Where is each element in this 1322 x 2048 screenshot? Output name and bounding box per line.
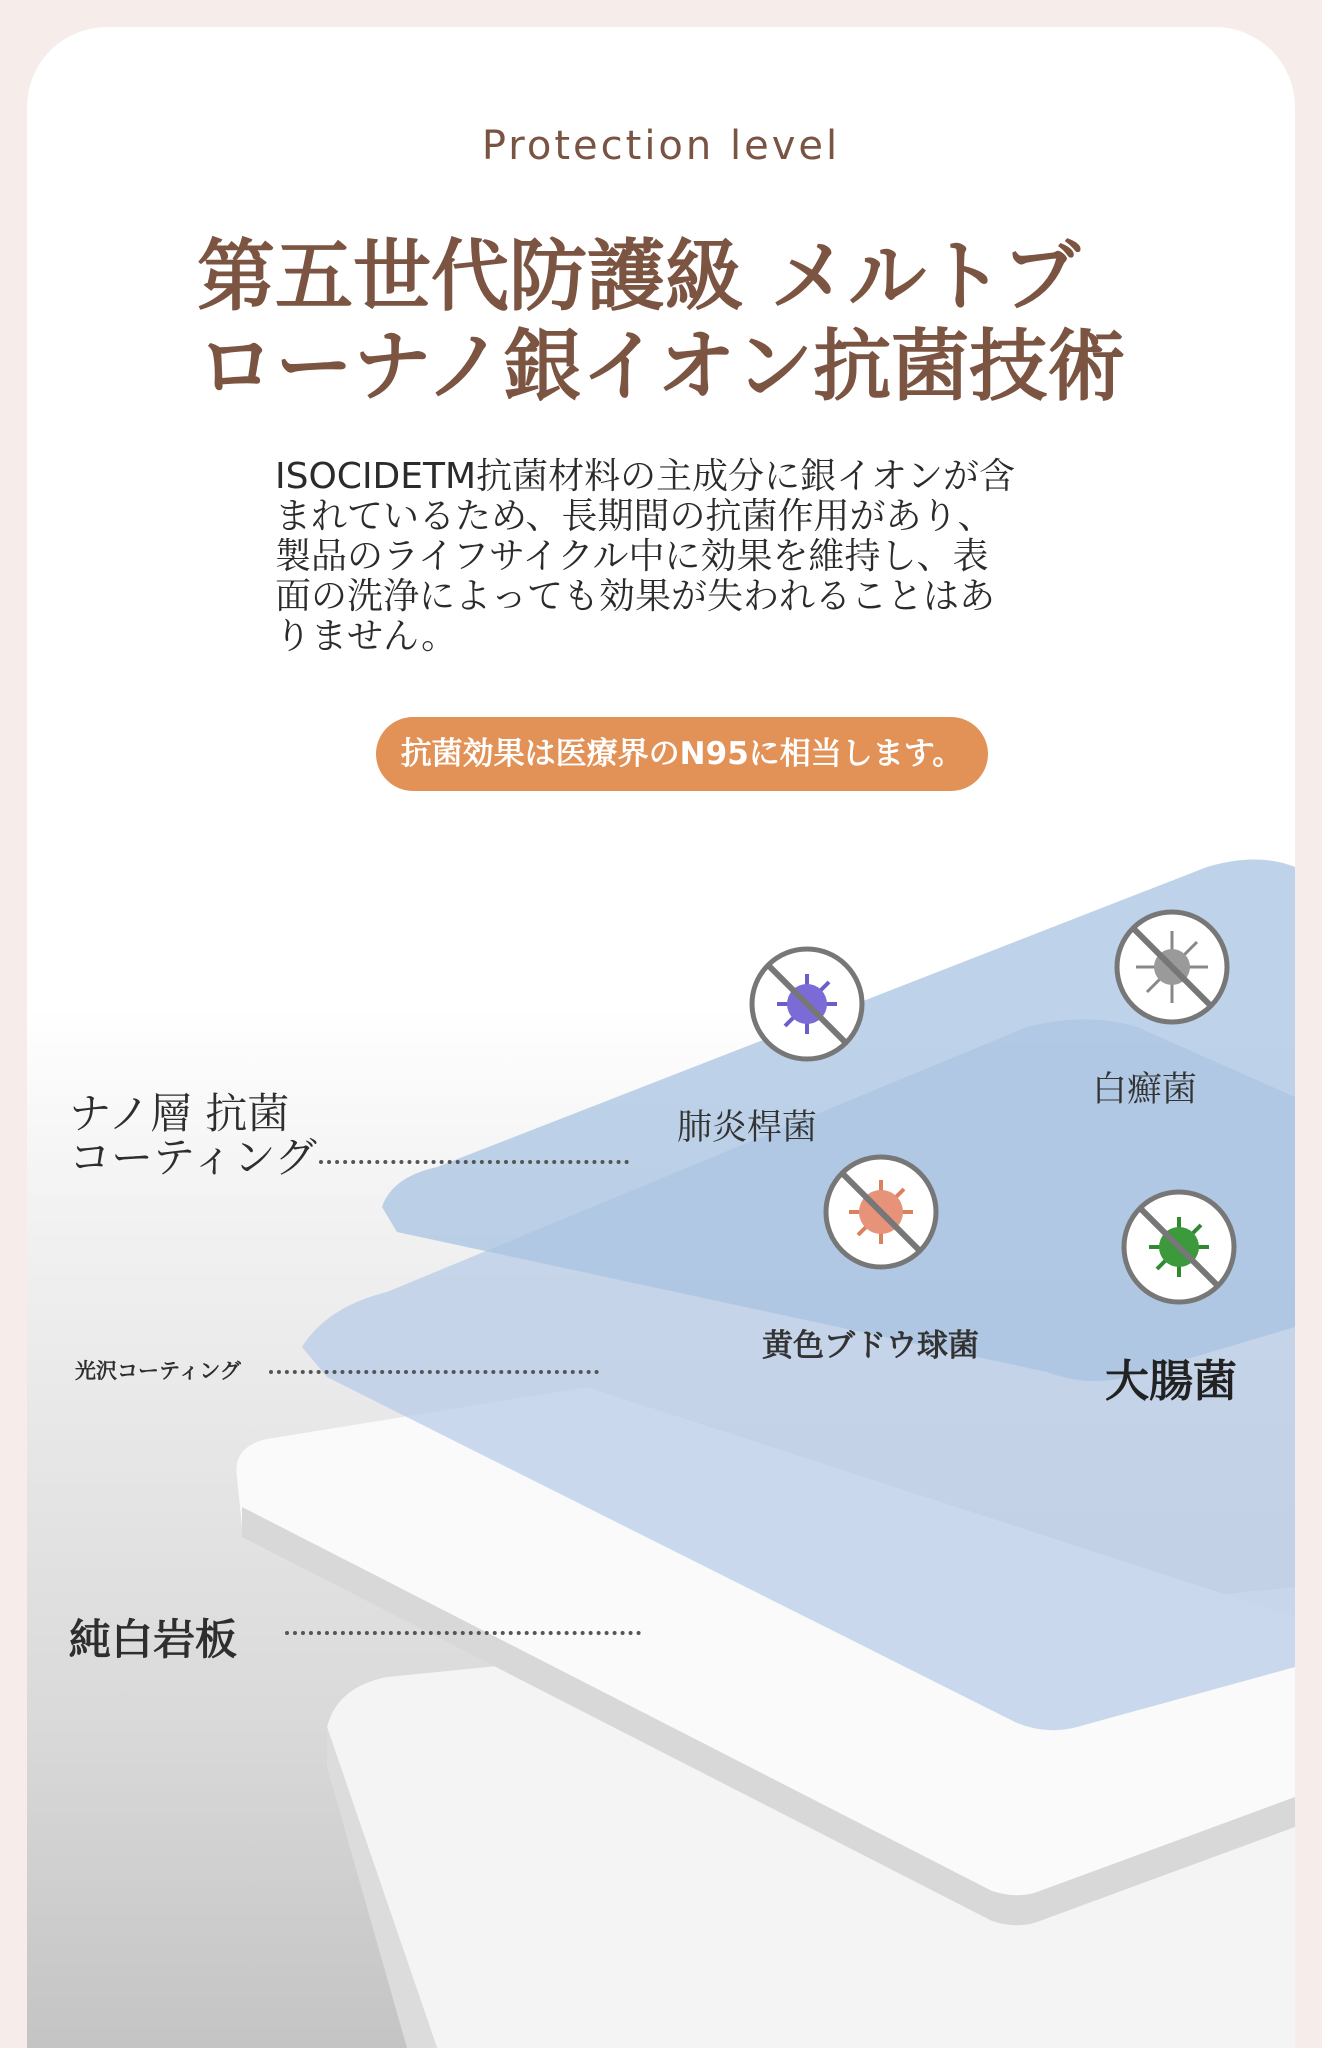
- nano-layer-label-line: コーティング: [69, 1133, 317, 1182]
- staphylococcus-label: 黄色ブドウ球菌: [762, 1328, 979, 1364]
- description-line: まれているため、長期間の抗菌作用があり、: [275, 496, 994, 537]
- pneumonia-germ-icon: [747, 944, 867, 1064]
- trichophyton-germ-icon: [1112, 907, 1232, 1027]
- subtitle: Protection level: [481, 123, 841, 169]
- stone-layer-label: 純白岩板: [69, 1615, 238, 1664]
- ecoli-label: 大腸菌: [1105, 1356, 1237, 1407]
- gloss-layer-label: 光沢コーティング: [75, 1359, 241, 1383]
- stone-layer-leader: [285, 1631, 641, 1635]
- ecoli-germ-icon: [1119, 1187, 1239, 1307]
- description-line: 製品のライフサイクル中に効果を維持し、表: [275, 536, 989, 577]
- nano-layer-label: [69, 1089, 317, 1182]
- trichophyton-label: 白癬菌: [1092, 1070, 1198, 1110]
- nano-layer-leader: [319, 1160, 629, 1164]
- description-line: 面の洗浄によっても効果が失われることはあ: [275, 576, 996, 617]
- title-line: 第五世代防護級 メルトブ: [197, 232, 1080, 322]
- pneumonia-label: 肺炎桿菌: [677, 1108, 818, 1148]
- nano-layer-label-line: ナノ層 抗菌: [69, 1089, 290, 1138]
- product-card: [27, 27, 1295, 2048]
- n95-badge: 抗菌効果は医療界のN95に相当します。: [376, 717, 988, 791]
- staphylococcus-germ-icon: [821, 1152, 941, 1272]
- gloss-layer-leader: [269, 1370, 599, 1374]
- description: [275, 457, 1105, 657]
- title-line: ローナノ銀イオン抗菌技術: [197, 322, 1126, 412]
- page-title: [197, 232, 1197, 412]
- description-line: りません。: [275, 616, 458, 657]
- description-line: ISOCIDETM抗菌材料の主成分に銀イオンが含: [275, 456, 1015, 497]
